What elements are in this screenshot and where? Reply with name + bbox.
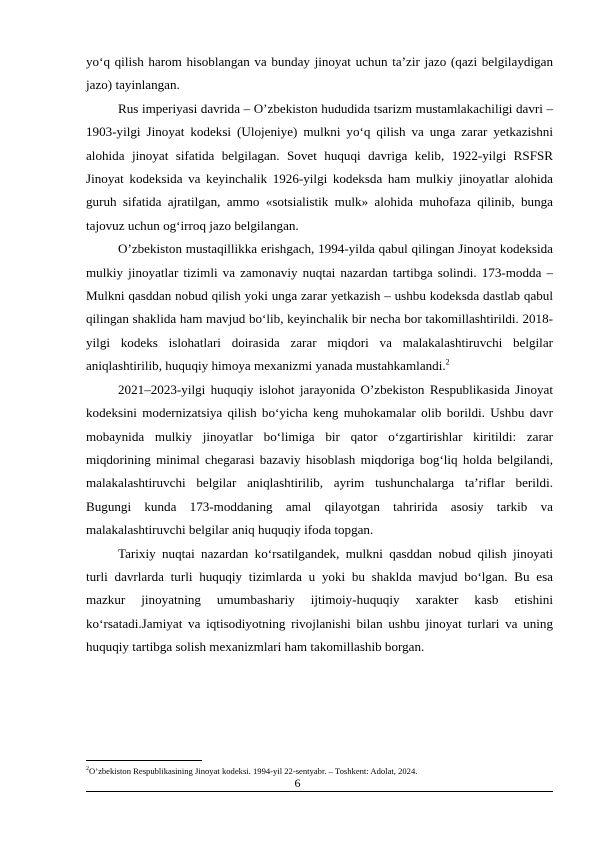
footnote-text: O’zbekiston Respublikasining Jinoyat kodeksi. 1994-yil 22-sentyabr. – Toshkent: Adolat, 2024. <box>89 766 418 776</box>
footnote-separator <box>86 760 202 761</box>
paragraph-reform-2021-2023: 2021–2023-yilgi huquqiy islohot jarayonida O’zbekiston Respublikasida Jinoyat kodeksini modernizatsiya qilish bo‘yicha keng muhokamalar olib borildi. Ushbu davr mobaynida mulkiy jinoyatlar bo‘limiga bir qator o‘zgartirishlar kiritildi: zarar miqdorining minimal chegarasi bazaviy hisoblash miqdoriga bog‘liq holda belgilandi, malakalashtiruvchi belgilar aniqlashtirilib, ayrim tushunchalarga ta’riflar berildi. Bugungi kunda 173-moddaning amal qilayotgan tahririda asosiy tarkib va malakalashtiruvchi belgilar aniq huquqiy ifoda topgan. <box>86 381 553 538</box>
page-number: 6 <box>294 776 301 790</box>
paragraph-continuation: yo‘q qilish harom hisoblangan va bunday jinoyat uchun ta’zir jazo (qazi belgilaydigan jazo) tayinlangan. <box>86 54 553 93</box>
footnote-number: 2 <box>86 766 89 773</box>
paragraph-independence <box>86 237 553 377</box>
paragraph-independence-text: O’zbekiston mustaqillikka erishgach, 1994-yilda qabul qilingan Jinoyat kodeksida mulkiy jinoyatlar tizimli va zamonaviy nuqtai nazardan tartibga solindi. 173-modda – Mulkni qasddan nobud qilish yoki unga zarar yetkazish – ushbu kodeksda dastlab qabul qilingan shaklida ham mavjud bo‘lib, keyinchalik bir necha bor takomillashtirildi. 2018-yilgi kodeks islohatlari doirasida zarar miqdori va malakalashtiruvchi belgilar aniqlashtirilib, huquqiy himoya mexanizmi yanada mustahkamlandi. <box>86 241 553 374</box>
paragraph-historical-conclusion: Tarixiy nuqtai nazardan ko‘rsatilgandek, mulkni qasddan nobud qilish jinoyati turli davrlarda turli huquqiy tizimlarda u yoki bu shaklda mavjud bo‘lgan. Bu esa mazkur jinoyatning umumbashariy ijtimoiy-huquqiy xarakter kasb etishini ko‘rsatadi.Jamiyat va iqtisodiyotning rivojlanishi bilan ushbu jinoyat turlari va uning huquqiy tartibga solish mexanizmlari ham takomillashib borgan. <box>86 545 553 655</box>
footnote-reference[interactable]: 2 <box>445 357 450 367</box>
document-body <box>86 50 553 659</box>
paragraph-russian-empire: Rus imperiyasi davrida – O’zbekiston hududida tsarizm mustamlakachiligi davri – 1903-yilgi Jinoyat kodeksi (Ulojeniye) mulkni yo‘q qilish va unga zarar yetkazishni alohida jinoyat sifatida belgilagan. Sovet huquqi davriga kelib, 1922-yilgi RSFSR Jinoyat kodeksida va keyinchalik 1926-yilgi kodeksda ham mulkiy jinoyatlar alohida guruh sifatida ajratilgan, ammo «sotsialistik mulk» alohida muhofaza qilinib, bunga tajovuz uchun og‘irroq jazo belgilangan. <box>86 100 553 233</box>
page-bottom-rule <box>86 791 553 792</box>
